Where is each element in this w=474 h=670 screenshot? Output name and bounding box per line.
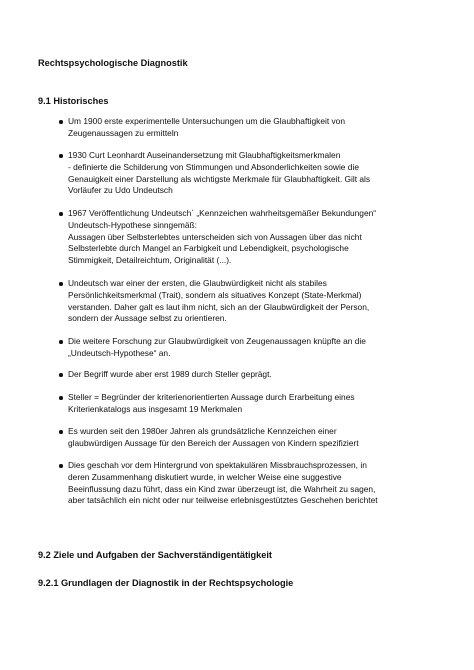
bullet-icon — [59, 120, 63, 124]
list-item: Undeutsch war einer der ersten, die Glaubwürdigkeit nicht als stabiles Persönlichkeitsmerkmal (Trait), sondern als situatives Konzept (State-Merkmal) verstanden. Daher galt es laut ihm nicht, sich an der Glaubwürdigkeit der Person, sondern der Aussage selbst zu orientieren. — [68, 278, 438, 325]
list-item: Der Begriff wurde aber erst 1989 durch Steller geprägt. — [68, 369, 438, 381]
bullet-icon — [59, 430, 63, 434]
list-item: 1930 Curt Leonhardt Auseinandersetzung mit Glaubhaftigkeitsmerkmalen - definierte die Schilderung von Stimmungen und Absonderlichkeiten sowie die Genauigkeit einer Darstellung als wichtigste Merkmale für Glaubhaftigkeit. Gilt als Vorläufer zu Udo Undeutsch — [68, 150, 438, 197]
bullet-icon — [59, 396, 63, 400]
bullet-icon — [59, 154, 63, 158]
document-title: Rechtspsychologische Diagnostik — [38, 58, 188, 68]
list-item: Steller = Begründer der kriterienorientierten Aussage durch Erarbeitung eines Kriterienkatalogs aus insgesamt 19 Merkmalen — [68, 392, 438, 416]
section-heading-grundlagen: 9.2.1 Grundlagen der Diagnostik in der Rechtspsychologie — [38, 578, 294, 588]
list-item: Dies geschah vor dem Hintergrund von spektakulären Missbrauchsprozessen, in deren Zusammenhang diskutiert wurde, in welcher Weise eine suggestive Beeinflussung dazu führt, dass ein Kind zwar überzeugt ist, die Wahrheit zu sagen, aber tatsächlich ein nicht oder nur teilweise erlebnisgestütztes Geschehen berichtet — [68, 460, 438, 507]
bullet-icon — [59, 282, 63, 286]
list-item: 1967 Veröffentlichung Undeutsch` „Kennzeichen wahrheitsgemäßer Bekundungen“ Undeutsch-Hypothese sinngemäß: Aussagen über Selbsterlebtes unterscheiden sich von Aussagen über das nicht Selbsterlebte durch Mangel an Farbigkeit und Lebendigkeit, psychologische Stimmigkeit, Detailreichtum, Originalität (...). — [68, 208, 438, 267]
section-heading-historisches: 9.1 Historisches — [38, 96, 109, 106]
section-heading-ziele: 9.2 Ziele und Aufgaben der Sachverständigentätigkeit — [38, 550, 272, 560]
bullet-icon — [59, 464, 63, 468]
list-item: Um 1900 erste experimentelle Untersuchungen um die Glaubhaftigkeit von Zeugenaussagen zu ermitteln — [68, 116, 438, 140]
list-item: Es wurden seit den 1980er Jahren als grundsätzliche Kennzeichen einer glaubwürdigen Aussage für den Bereich der Aussagen von Kindern spezifiziert — [68, 426, 438, 450]
bullet-icon — [59, 373, 63, 377]
list-item: Die weitere Forschung zur Glaubwürdigkeit von Zeugenaussagen knüpfte an die „Undeutsch-Hypothese“ an. — [68, 336, 438, 360]
bullet-icon — [59, 212, 63, 216]
bullet-icon — [59, 340, 63, 344]
